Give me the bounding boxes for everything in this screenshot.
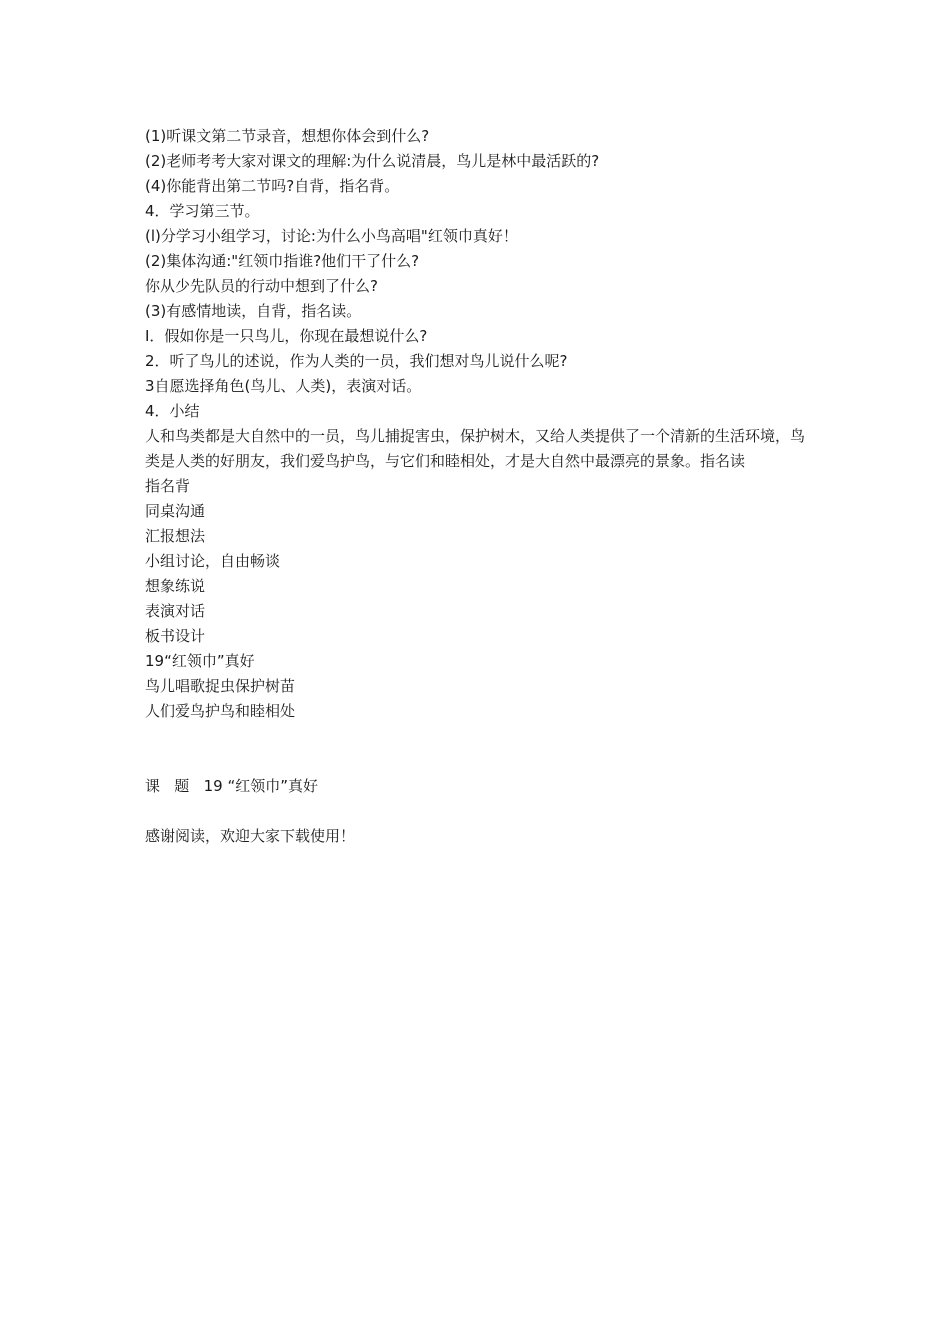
text-line: (l)分学习小组学习，讨论:为什么小鸟高唱"红领巾真好！ (145, 227, 518, 245)
text-line: 小组讨论，自由畅谈 (145, 552, 281, 570)
document-body (145, 124, 815, 849)
spacer (145, 724, 815, 774)
text-line: 汇报想法 (145, 527, 206, 545)
spacer (145, 799, 815, 824)
text-line: 4．小结 (145, 402, 200, 420)
text-line: 2．听了鸟儿的述说，作为人类的一员，我们想对鸟儿说什么呢? (145, 352, 568, 370)
text-line: (4)你能背出第二节吗?自背，指名背。 (145, 177, 400, 195)
board-design-heading: 板书设计 (145, 627, 206, 645)
text-line: 你从少先队员的行动中想到了什么? (145, 277, 378, 295)
text-line: 4．学习第三节。 (145, 202, 260, 220)
board-title: 19“红领巾”真好 (145, 652, 255, 670)
text-line: 人们爱鸟护鸟和睦相处 (145, 702, 296, 720)
text-line: 鸟儿唱歌捉虫保护树苗 (145, 677, 296, 695)
text-line: 指名背 (145, 477, 191, 495)
text-line: 想象练说 (145, 577, 206, 595)
text-line: 表演对话 (145, 602, 206, 620)
lesson-title: 课 题 19 “红领巾”真好 (145, 777, 319, 795)
closing-note: 感谢阅读，欢迎大家下载使用！ (145, 827, 356, 845)
text-line: (2)老师考考大家对课文的理解:为什么说清晨，鸟儿是林中最活跃的? (145, 152, 600, 170)
text-line: I．假如你是一只鸟儿，你现在最想说什么? (145, 327, 428, 345)
text-line: 同桌沟通 (145, 502, 206, 520)
text-line: 3自愿选择角色(鸟儿、人类)，表演对话。 (145, 377, 422, 395)
text-line: (1)听课文第二节录音，想想你体会到什么? (145, 127, 430, 145)
summary-paragraph: 人和鸟类都是大自然中的一员，鸟儿捕捉害虫，保护树木，又给人类提供了一个清新的生活环境，鸟类是人类的好朋友，我们爱鸟护鸟，与它们和睦相处，才是大自然中最漂亮的景象。指名读 (145, 427, 806, 470)
text-line: (2)集体沟通:"红领巾指谁?他们干了什么? (145, 252, 420, 270)
text-line: (3)有感情地读，自背，指名读。 (145, 302, 362, 320)
